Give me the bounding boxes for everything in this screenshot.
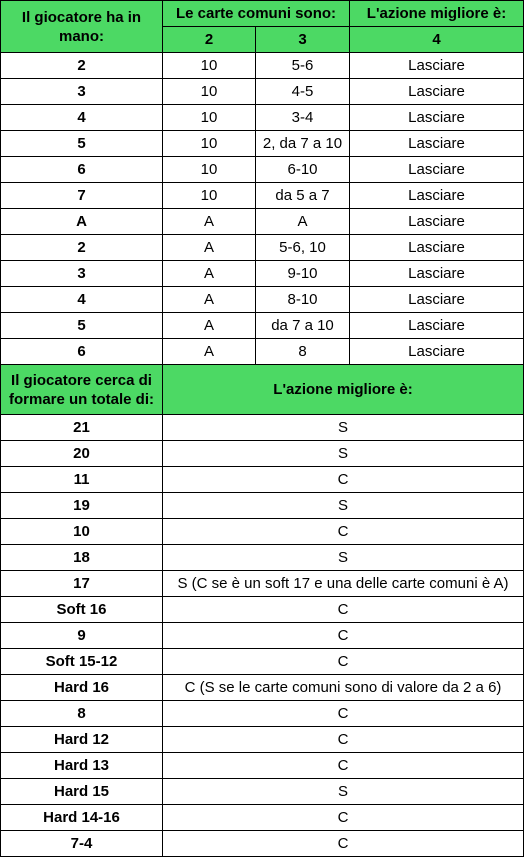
total-action-cell: C [163, 649, 524, 675]
total-cell: 7-4 [1, 831, 163, 857]
hand-row [1, 131, 524, 157]
total-row [1, 753, 524, 779]
card-2-cell: 10 [163, 157, 256, 183]
total-row [1, 415, 524, 441]
hand-cell: 2 [1, 235, 163, 261]
hand-cell: 6 [1, 157, 163, 183]
total-row [1, 623, 524, 649]
card-2-cell: A [163, 235, 256, 261]
hand-row [1, 183, 524, 209]
card-3-cell: 2, da 7 a 10 [256, 131, 350, 157]
total-row [1, 649, 524, 675]
total-action-cell: C [163, 467, 524, 493]
total-action-cell: S [163, 779, 524, 805]
total-cell: 11 [1, 467, 163, 493]
card-2-cell: 10 [163, 105, 256, 131]
hand-row [1, 79, 524, 105]
hand-cell: 5 [1, 131, 163, 157]
best-action-header-2: L'azione migliore è: [163, 365, 524, 415]
total-cell: 19 [1, 493, 163, 519]
col-4-header: 4 [350, 27, 524, 53]
hand-cell: A [1, 209, 163, 235]
action-cell: Lasciare [350, 157, 524, 183]
total-cell: Hard 12 [1, 727, 163, 753]
total-cell: Hard 15 [1, 779, 163, 805]
card-2-cell: 10 [163, 53, 256, 79]
action-cell: Lasciare [350, 53, 524, 79]
card-3-cell: 5-6 [256, 53, 350, 79]
total-action-cell: C [163, 727, 524, 753]
total-row [1, 571, 524, 597]
total-cell: Hard 13 [1, 753, 163, 779]
total-row [1, 467, 524, 493]
total-action-cell: C [163, 701, 524, 727]
action-cell: Lasciare [350, 339, 524, 365]
total-action-cell: C [163, 519, 524, 545]
hand-row [1, 53, 524, 79]
action-cell: Lasciare [350, 261, 524, 287]
header-row-1 [1, 1, 524, 27]
hand-cell: 5 [1, 313, 163, 339]
total-action-cell: S (C se è un soft 17 e una delle carte comuni è A) [163, 571, 524, 597]
hand-cell: 3 [1, 261, 163, 287]
card-2-cell: 10 [163, 79, 256, 105]
total-cell: 21 [1, 415, 163, 441]
total-action-cell: S [163, 493, 524, 519]
card-2-cell: 10 [163, 131, 256, 157]
player-hand-header: Il giocatore ha in mano: [1, 1, 163, 53]
total-action-cell: C [163, 753, 524, 779]
action-cell: Lasciare [350, 235, 524, 261]
card-3-cell: 4-5 [256, 79, 350, 105]
hand-row [1, 209, 524, 235]
hand-cell: 4 [1, 105, 163, 131]
header-row-3 [1, 365, 524, 415]
hand-row [1, 313, 524, 339]
card-3-cell: da 7 a 10 [256, 313, 350, 339]
card-2-cell: 10 [163, 183, 256, 209]
card-3-cell: 5-6, 10 [256, 235, 350, 261]
action-cell: Lasciare [350, 313, 524, 339]
total-cell: 8 [1, 701, 163, 727]
total-cell: Soft 15-12 [1, 649, 163, 675]
strategy-table-body [1, 1, 524, 857]
card-3-cell: 9-10 [256, 261, 350, 287]
hand-row [1, 157, 524, 183]
target-total-header: Il giocatore cerca di formare un totale di: [1, 365, 163, 415]
total-row [1, 675, 524, 701]
card-3-cell: 8-10 [256, 287, 350, 313]
card-3-cell: 6-10 [256, 157, 350, 183]
total-action-cell: S [163, 415, 524, 441]
card-2-cell: A [163, 287, 256, 313]
hand-row [1, 261, 524, 287]
community-cards-header: Le carte comuni sono: [163, 1, 350, 27]
col-3-header: 3 [256, 27, 350, 53]
total-action-cell: C [163, 597, 524, 623]
hand-cell: 4 [1, 287, 163, 313]
hand-row [1, 287, 524, 313]
total-action-cell: C (S se le carte comuni sono di valore da 2 a 6) [163, 675, 524, 701]
total-row [1, 831, 524, 857]
card-2-cell: A [163, 339, 256, 365]
total-action-cell: C [163, 623, 524, 649]
hand-cell: 7 [1, 183, 163, 209]
action-cell: Lasciare [350, 131, 524, 157]
total-row [1, 441, 524, 467]
total-action-cell: C [163, 831, 524, 857]
total-row [1, 727, 524, 753]
card-3-cell: A [256, 209, 350, 235]
card-2-cell: A [163, 313, 256, 339]
card-3-cell: 8 [256, 339, 350, 365]
card-2-cell: A [163, 261, 256, 287]
total-row [1, 493, 524, 519]
total-cell: Hard 16 [1, 675, 163, 701]
total-cell: 18 [1, 545, 163, 571]
action-cell: Lasciare [350, 105, 524, 131]
total-cell: 20 [1, 441, 163, 467]
hand-cell: 2 [1, 53, 163, 79]
total-row [1, 701, 524, 727]
total-action-cell: S [163, 545, 524, 571]
action-cell: Lasciare [350, 183, 524, 209]
total-cell: Soft 16 [1, 597, 163, 623]
total-row [1, 545, 524, 571]
card-3-cell: da 5 a 7 [256, 183, 350, 209]
total-row [1, 805, 524, 831]
total-row [1, 597, 524, 623]
total-cell: 17 [1, 571, 163, 597]
total-cell: 9 [1, 623, 163, 649]
hand-row [1, 339, 524, 365]
hand-row [1, 235, 524, 261]
best-action-header: L'azione migliore è: [350, 1, 524, 27]
hand-cell: 3 [1, 79, 163, 105]
card-3-cell: 3-4 [256, 105, 350, 131]
total-cell: 10 [1, 519, 163, 545]
action-cell: Lasciare [350, 287, 524, 313]
col-2-header: 2 [163, 27, 256, 53]
total-cell: Hard 14-16 [1, 805, 163, 831]
action-cell: Lasciare [350, 209, 524, 235]
hand-row [1, 105, 524, 131]
total-row [1, 519, 524, 545]
action-cell: Lasciare [350, 79, 524, 105]
total-action-cell: S [163, 441, 524, 467]
card-2-cell: A [163, 209, 256, 235]
total-action-cell: C [163, 805, 524, 831]
total-row [1, 779, 524, 805]
hand-cell: 6 [1, 339, 163, 365]
